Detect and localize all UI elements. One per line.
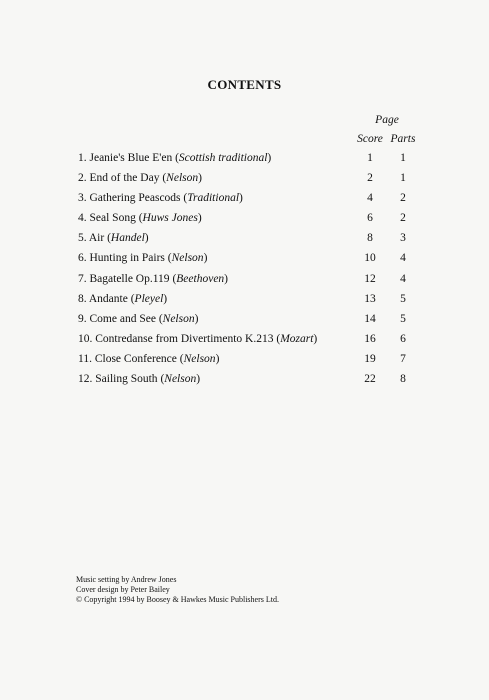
composer: Mozart (280, 332, 314, 345)
contents-row (0, 353, 489, 373)
piece-title: 12. Sailing South (78, 373, 158, 386)
contents-row (0, 293, 489, 313)
composer: Nelson (166, 172, 199, 185)
composer: Huws Jones (142, 212, 198, 225)
piece-title: 3. Gathering Peascods (78, 192, 181, 205)
entry-title: 12. Sailing South (Nelson) (78, 373, 201, 386)
piece-title: 5. Air (78, 232, 105, 245)
column-header-score: Score (357, 133, 383, 145)
entry-title: 11. Close Conference (Nelson) (78, 352, 220, 365)
score-page: 19 (364, 352, 376, 365)
entry-title: 2. End of the Day (Nelson) (78, 172, 202, 185)
score-page: 4 (367, 192, 373, 205)
credits (76, 575, 279, 605)
composer: Nelson (171, 252, 204, 265)
parts-page: 8 (400, 373, 406, 386)
parts-page: 7 (400, 352, 406, 365)
parts-page: 1 (400, 152, 406, 164)
score-page: 12 (364, 272, 376, 285)
parts-page: 5 (400, 292, 406, 305)
score-page: 1 (367, 152, 373, 164)
parts-page: 5 (400, 312, 406, 325)
piece-title: 9. Come and See (78, 312, 156, 325)
contents-row (0, 192, 489, 212)
piece-title: 6. Hunting in Pairs (78, 252, 165, 265)
contents-row (0, 252, 489, 272)
piece-title: 8. Andante (78, 292, 128, 305)
column-header-page: Page (375, 114, 399, 126)
score-page: 14 (364, 312, 376, 325)
entry-title: 8. Andante (Pleyel) (78, 292, 168, 305)
entry-title: 4. Seal Song (Huws Jones) (78, 212, 202, 225)
composer: Scottish traditional (178, 152, 268, 164)
entry-title: 7. Bagatelle Op.119 (Beethoven) (78, 272, 229, 285)
parts-page: 2 (400, 192, 406, 205)
contents-row (0, 172, 489, 192)
column-header-parts: Parts (390, 133, 416, 145)
parts-page: 1 (400, 172, 406, 185)
contents-list (0, 152, 489, 393)
entry-title: 10. Contredanse from Divertimento K.213 (Mozart) (78, 332, 318, 345)
contents-row (0, 313, 489, 333)
score-page: 8 (367, 232, 373, 245)
composer: Handel (110, 232, 145, 245)
page-title: CONTENTS (207, 77, 282, 92)
score-page: 22 (364, 373, 376, 386)
entry-title: 1. Jeanie's Blue E'en (Scottish traditional) (78, 152, 272, 164)
score-page: 6 (367, 212, 373, 225)
credit-music-setting: Music setting by Andrew Jones (76, 575, 177, 584)
parts-page: 4 (400, 272, 406, 285)
piece-title: 10. Contredanse from Divertimento K.213 (78, 332, 274, 345)
contents-row (0, 212, 489, 232)
credit-cover-design: Cover design by Peter Bailey (76, 585, 170, 594)
piece-title: 1. Jeanie's Blue E'en (78, 152, 173, 164)
composer: Nelson (183, 352, 216, 365)
parts-page: 6 (400, 332, 406, 345)
parts-page: 4 (400, 252, 406, 265)
composer: Beethoven (176, 272, 225, 285)
score-page: 16 (364, 332, 376, 345)
piece-title: 4. Seal Song (78, 212, 136, 225)
entry-title: 9. Come and See (Nelson) (78, 312, 199, 325)
composer: Traditional (187, 192, 240, 205)
parts-page: 2 (400, 212, 406, 225)
parts-page: 3 (400, 232, 406, 245)
score-page: 13 (364, 292, 376, 305)
score-page: 10 (364, 252, 376, 265)
composer: Nelson (162, 312, 195, 325)
piece-title: 7. Bagatelle Op.119 (78, 272, 170, 285)
entry-title: 5. Air (Handel) (78, 232, 149, 245)
contents-row (0, 273, 489, 293)
score-page: 2 (367, 172, 373, 185)
piece-title: 11. Close Conference (78, 352, 177, 365)
entry-title: 6. Hunting in Pairs (Nelson) (78, 252, 208, 265)
credit-copyright: © Copyright 1994 by Boosey & Hawkes Music Publishers Ltd. (76, 595, 279, 604)
composer: Pleyel (134, 292, 164, 305)
entry-title: 3. Gathering Peascods (Traditional) (78, 192, 243, 205)
contents-row (0, 333, 489, 353)
contents-row (0, 152, 489, 172)
contents-row (0, 373, 489, 393)
piece-title: 2. End of the Day (78, 172, 160, 185)
contents-row (0, 232, 489, 252)
composer: Nelson (164, 373, 197, 386)
